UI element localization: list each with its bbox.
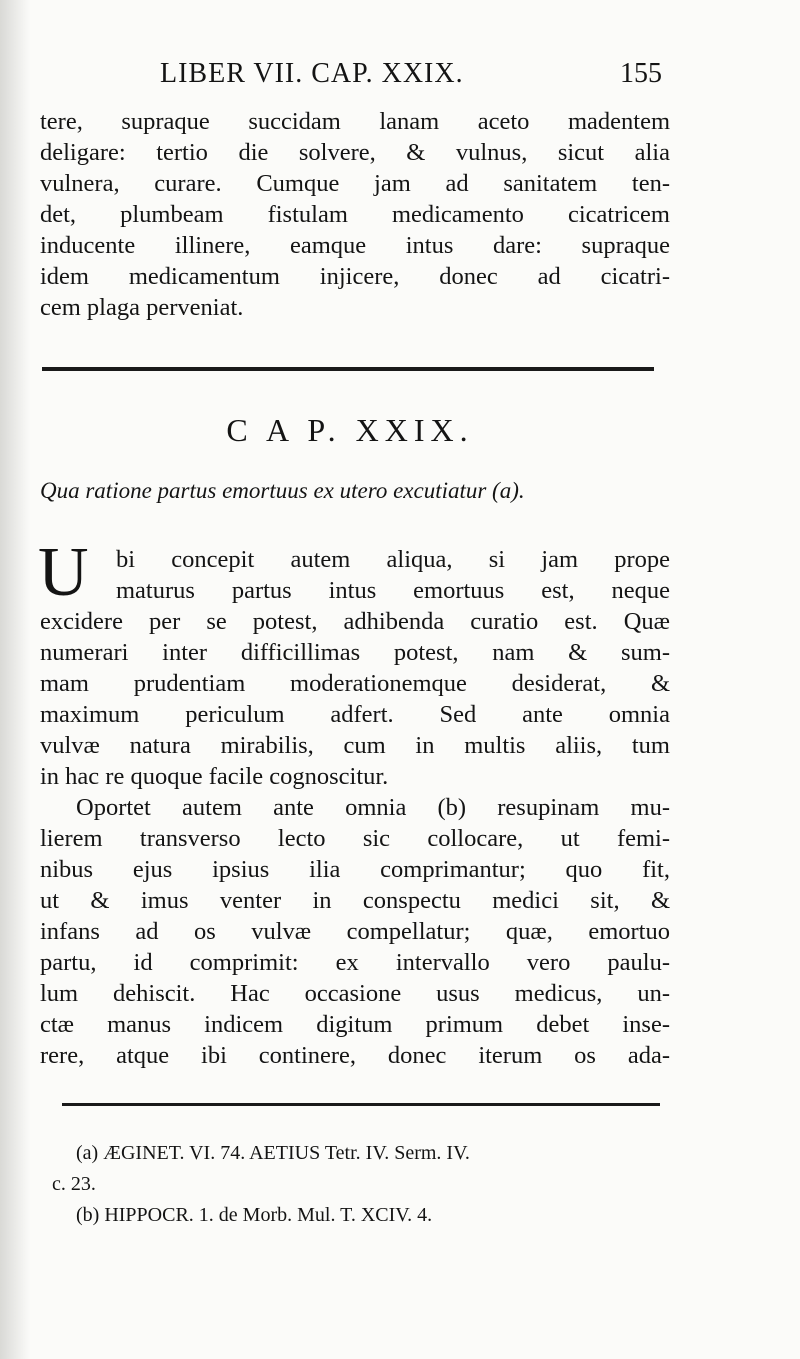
text-line: ut & imus venter in conspectu medici sit, & xyxy=(40,887,670,914)
page-number: 155 xyxy=(620,58,662,89)
running-head: LIBER VII. CAP. XXIX. xyxy=(160,58,464,89)
text-line: rere, atque ibi continere, donec iterum os ada- xyxy=(40,1042,670,1069)
text-line: inducente illinere, eamque intus dare: supraque xyxy=(40,232,670,259)
footnote-b: (b) HIPPOCR. 1. de Morb. Mul. T. XCIV. 4. xyxy=(76,1204,433,1226)
text-line: vulnera, curare. Cumque jam ad sanitatem ten- xyxy=(40,170,670,197)
gutter-shadow xyxy=(0,0,30,1359)
text-line: idem medicamentum injicere, donec ad cicatri- xyxy=(40,263,670,290)
text-line: Oportet autem ante omnia (b) resupinam mu- xyxy=(76,794,670,821)
text-line: partu, id comprimit: ex intervallo vero paulu- xyxy=(40,949,670,976)
text-line: maturus partus intus emortuus est, neque xyxy=(116,577,670,604)
section-divider xyxy=(42,367,654,371)
text-line: lum dehiscit. Hac occasione usus medicus, un- xyxy=(40,980,670,1007)
text-line: mam prudentiam moderationemque desiderat, & xyxy=(40,670,670,697)
text-line: vulvæ natura mirabilis, cum in multis aliis, tum xyxy=(40,732,670,759)
text-line: nibus ejus ipsius ilia comprimantur; quo fit, xyxy=(40,856,670,883)
footnote-divider xyxy=(62,1103,660,1106)
text-line: tere, supraque succidam lanam aceto madentem xyxy=(40,108,670,135)
text-line: ctæ manus indicem digitum primum debet inse- xyxy=(40,1011,670,1038)
text-line: cem plaga perveniat. xyxy=(40,294,244,321)
paragraph-1-opening xyxy=(116,544,670,606)
paragraph-1 xyxy=(40,606,670,792)
paragraph-2 xyxy=(40,792,670,1071)
text-line: lierem transverso lecto sic collocare, ut femi- xyxy=(40,825,670,852)
text-line: infans ad os vulvæ compellatur; quæ, emortuo xyxy=(40,918,670,945)
footnotes xyxy=(52,1138,692,1231)
continuation-paragraph xyxy=(40,106,670,323)
text-line: bi concepit autem aliqua, si jam prope xyxy=(116,546,670,573)
chapter-subtitle: Qua ratione partus emortuus ex utero excutiatur (a). xyxy=(40,478,525,503)
text-line: maximum periculum adfert. Sed ante omnia xyxy=(40,701,670,728)
drop-cap: U xyxy=(38,534,89,611)
text-line: excidere per se potest, adhibenda curatio est. Quæ xyxy=(40,608,670,635)
footnote-a-continuation: c. 23. xyxy=(52,1173,96,1195)
text-line: in hac re quoque facile cognoscitur. xyxy=(40,763,389,790)
text-line: deligare: tertio die solvere, & vulnus, sicut alia xyxy=(40,139,670,166)
footnote-a: (a) ÆGINET. VI. 74. AETIUS Tetr. IV. Serm. IV. xyxy=(76,1142,470,1164)
text-line: numerari inter difficillimas potest, nam & sum- xyxy=(40,639,670,666)
chapter-heading: C A P. XXIX. xyxy=(226,412,474,448)
text-line: det, plumbeam fistulam medicamento cicatricem xyxy=(40,201,670,228)
